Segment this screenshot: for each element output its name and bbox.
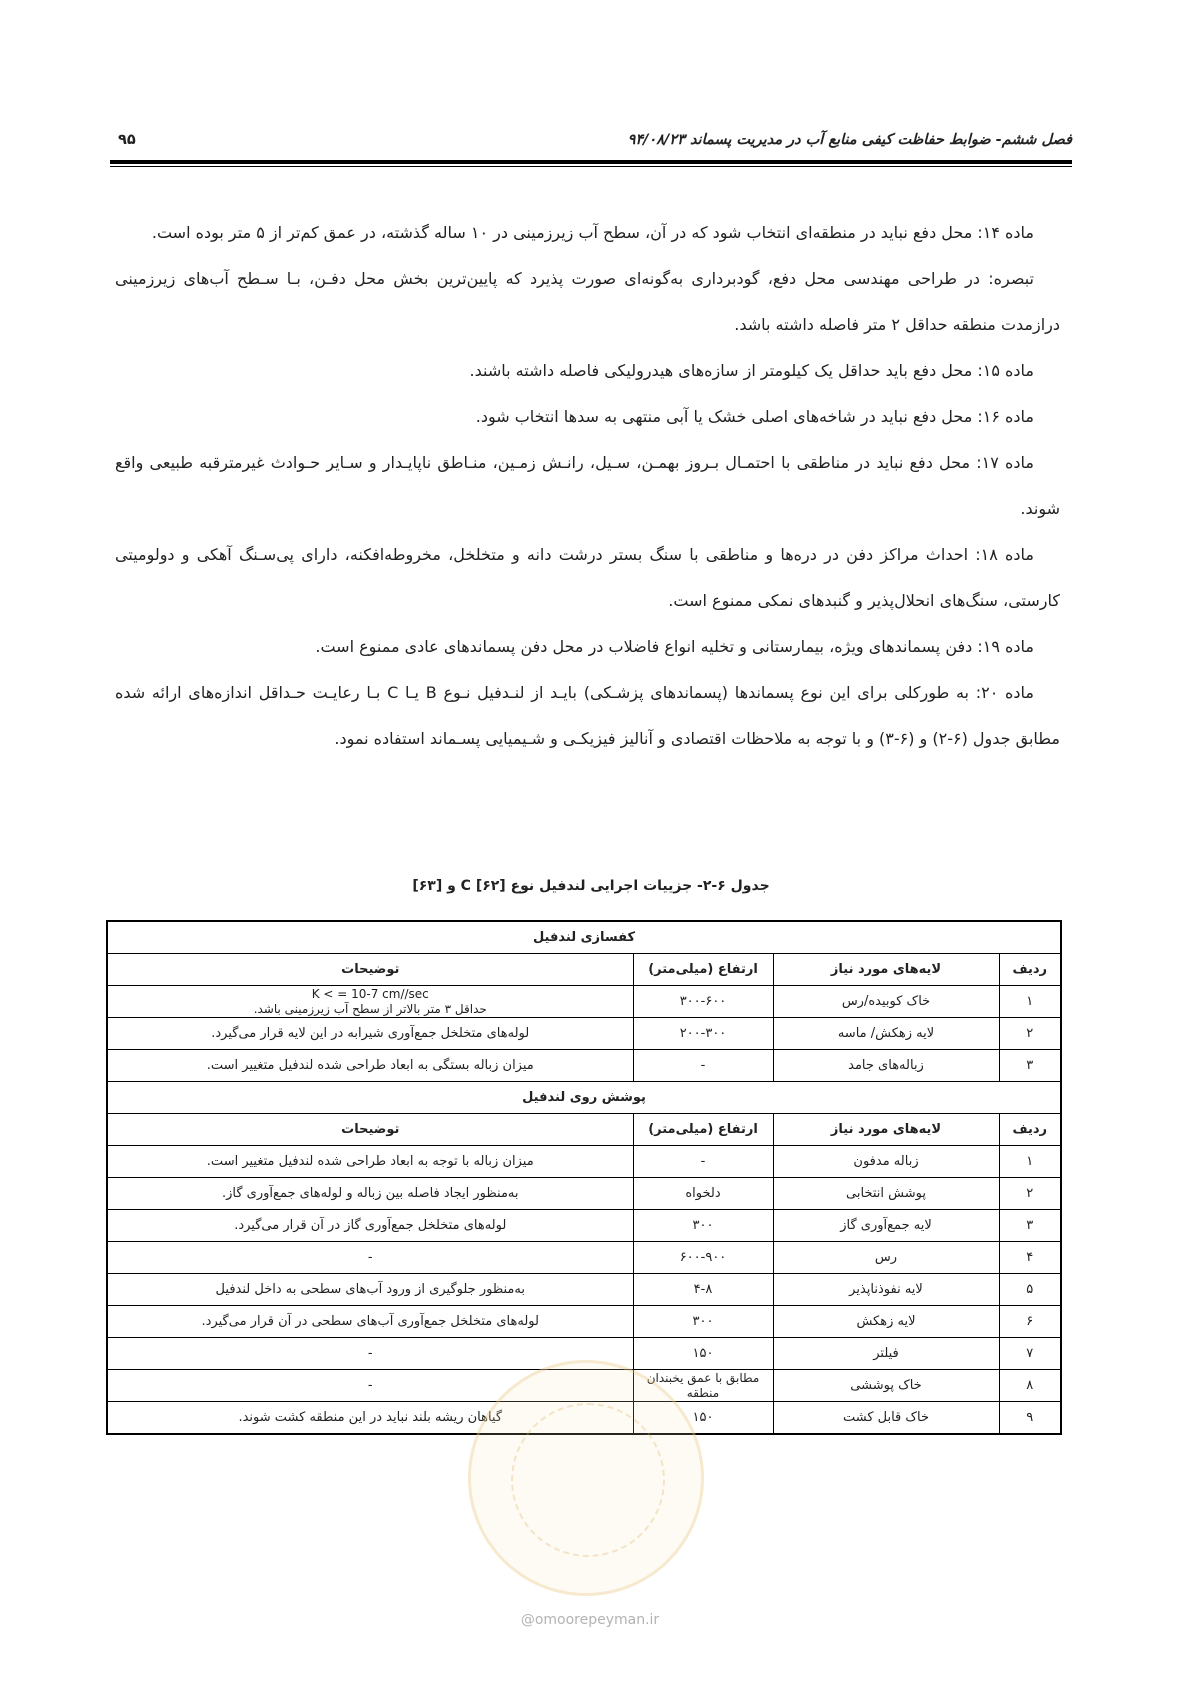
chapter-title: فصل ششم- ضوابط حفاظت کیفی منابع آب در مدیریت پسماند ۹۴/۰۸/۲۳ <box>627 132 1072 148</box>
header-thick-rule <box>110 160 1072 164</box>
paragraph-note: تبصره: در طراحی مهندسی محل دفع، گودبرداری به‌گونه‌ای صورت پذیرد که پایین‌ترین بخش محل دفـن، بـا سـطح آب‌های زیرزمینی درازمدت منطقه حداقل ۲ متر فاصله داشته باشد. <box>115 269 1060 334</box>
paragraph-article-19: ماده ۱۹: دفن پسماندهای ویژه، بیمارستانی و تخلیه انواع فاضلاب در محل دفن پسماندهای عادی ممنوع است. <box>315 637 1034 656</box>
col-header-height: ارتفاع (میلی‌متر) <box>633 1114 773 1146</box>
page-number: ۹۵ <box>118 132 136 148</box>
paragraph-article-20: ماده ۲۰: به طورکلی برای این نوع پسماندها (پسماندهای پزشـکی) بایـد از لنـدفیل نـوع B یـا C بـا رعایـت حـداقل اندازه‌های ارائه شده مطابق جدول (۶-۲) و (۶-۳) و با توجه به ملاحظات اقتصادی و آنالیز فیزیکـی و شـیمیایی پسـماند استفاده نمود. <box>115 683 1060 748</box>
paragraph-article-15: ماده ۱۵: محل دفع باید حداقل یک کیلومتر از سازه‌های هیدرولیکی فاصله داشته باشند. <box>469 361 1034 380</box>
table-row: ۵ لایه نفوذناپذیر ۴-۸ به‌منظور جلوگیری از ورود آب‌های سطحی به داخل لندفیل <box>107 1274 1061 1306</box>
table-row: ۱ خاک کوبیده/رس ۳۰۰-۶۰۰ K < = 10-7 cm//sec حداقل ۳ متر بالاتر از سطح آب زیرزمینی باشد. <box>107 986 1061 1018</box>
header-thin-rule <box>110 166 1072 167</box>
permeability-value: K < = 10-7 cm//sec <box>311 986 429 1001</box>
watermark-seal-icon <box>468 1360 704 1596</box>
table-row: ۶ لایه زهکش ۳۰۰ لوله‌های متخلخل جمع‌آوری آب‌های سطحی در آن قرار می‌گیرد. <box>107 1306 1061 1338</box>
body-text <box>115 210 1060 762</box>
table-row: ۳ زباله‌های جامد - میزان زباله بستگی به ابعاد طراحی شده لندفیل متغییر است. <box>107 1050 1061 1082</box>
paragraph-article-14: ماده ۱۴: محل دفع نباید در منطقه‌ای انتخاب شود که در آن، سطح آب زیرزمینی در ۱۰ ساله گذشته، در عمق کم‌تر از ۵ متر بوده است. <box>151 223 1034 242</box>
table-row: ۲ لایه زهکش/ ماسه ۲۰۰-۳۰۰ لوله‌های متخلخل جمع‌آوری شیرابه در این لایه قرار می‌گیرد. <box>107 1018 1061 1050</box>
col-header-height: ارتفاع (میلی‌متر) <box>633 954 773 986</box>
col-header-row: ردیف <box>999 1114 1061 1146</box>
paragraph-article-18: ماده ۱۸: احداث مراکز دفن در دره‌ها و مناطقی با سنگ بستر درشت دانه و متخلخل، مخروطه‌افکنه، دارای پی‌سـنگ آهکی و دولومیتی کارستی، سنگ‌های انحلال‌پذیر و گنبدهای نمکی ممنوع است. <box>115 545 1060 610</box>
table-row: ۹ خاک قابل کشت ۱۵۰ گیاهان ریشه بلند نباید در این منطقه کشت شوند. <box>107 1402 1061 1435</box>
table-row: ۴ رس ۶۰۰-۹۰۰ - <box>107 1242 1061 1274</box>
col-header-desc: توضیحات <box>107 1114 633 1146</box>
table-row: ۱ زباله مدفون - میزان زباله با توجه به ابعاد طراحی شده لندفیل متغییر است. <box>107 1146 1061 1178</box>
section-title-cover: پوشش روی لندفیل <box>107 1082 1061 1114</box>
table-row: ۷ فیلتر ۱۵۰ - <box>107 1338 1061 1370</box>
page-header <box>110 126 1072 162</box>
desc-second-line: حداقل ۳ متر بالاتر از سطح آب زیرزمینی باشد. <box>253 1001 487 1016</box>
col-header-layer: لایه‌های مورد نیاز <box>773 1114 999 1146</box>
col-header-desc: توضیحات <box>107 954 633 986</box>
table-caption: جدول ۶-۲- جزییات اجرایی لندفیل نوع C [۶۲] و [۶۳] <box>412 878 770 894</box>
paragraph-article-16: ماده ۱۶: محل دفع نباید در شاخه‌های اصلی خشک یا آبی منتهی به سدها انتخاب شود. <box>475 407 1034 426</box>
table-row: ۲ پوشش انتخابی دلخواه به‌منظور ایجاد فاصله بین زباله و لوله‌های جمع‌آوری گاز. <box>107 1178 1061 1210</box>
col-header-layer: لایه‌های مورد نیاز <box>773 954 999 986</box>
table-row: ۳ لایه جمع‌آوری گاز ۳۰۰ لوله‌های متخلخل جمع‌آوری گاز در آن قرار می‌گیرد. <box>107 1210 1061 1242</box>
paragraph-article-17: ماده ۱۷: محل دفع نباید در مناطقی با احتمـال بـروز بهمـن، سـیل، رانـش زمـین، منـاطق ناپایـدار و سـایر حـوادث غیرمترقبه طبیعی واقع شوند. <box>115 453 1060 518</box>
col-header-row: ردیف <box>999 954 1061 986</box>
landfill-table <box>106 920 1062 1435</box>
watermark-inner-ring <box>511 1403 665 1557</box>
watermark-site: @omoorepeyman.ir <box>520 1612 660 1628</box>
section-title-floor: کفسازی لندفیل <box>107 921 1061 954</box>
table-row: ۸ خاک پوششی مطابق با عمق یخبندان منطقه - <box>107 1370 1061 1402</box>
